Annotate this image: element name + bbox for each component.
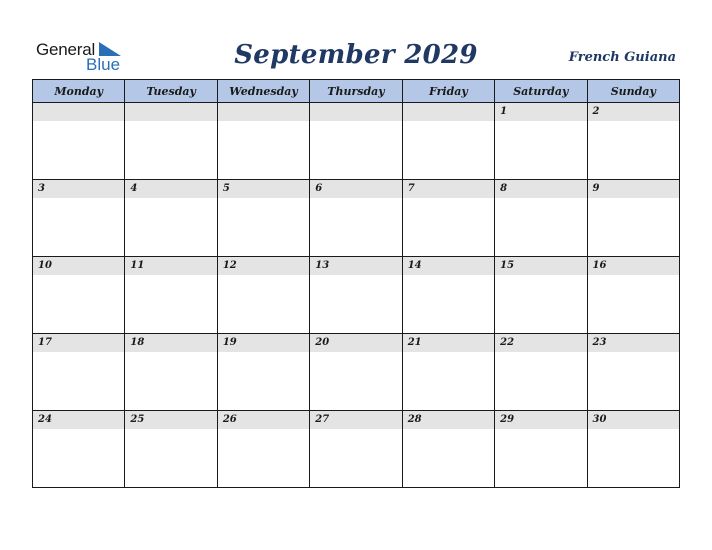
day-number: 9 (588, 180, 679, 198)
weekday-header-row (33, 80, 680, 103)
day-number: 22 (495, 334, 586, 352)
day-cell (33, 180, 125, 257)
day-cell (125, 103, 217, 180)
day-number: 26 (218, 411, 309, 429)
day-number: 24 (33, 411, 124, 429)
weekday-header: Wednesday (217, 80, 309, 103)
day-number: 19 (218, 334, 309, 352)
day-cell (33, 257, 125, 334)
day-number: 6 (310, 180, 401, 198)
day-number: 29 (495, 411, 586, 429)
day-cell (495, 411, 587, 488)
day-cell (217, 180, 309, 257)
weekday-header: Sunday (587, 80, 679, 103)
day-number (218, 103, 309, 121)
day-cell (217, 103, 309, 180)
weekday-header: Tuesday (125, 80, 217, 103)
day-cell (310, 257, 402, 334)
day-cell (125, 411, 217, 488)
day-cell (125, 334, 217, 411)
day-cell (310, 103, 402, 180)
day-number: 1 (495, 103, 586, 121)
day-cell (587, 411, 679, 488)
weekday-header: Thursday (310, 80, 402, 103)
day-cell (33, 411, 125, 488)
weekday-header: Friday (402, 80, 494, 103)
week-row (33, 257, 680, 334)
day-cell (495, 334, 587, 411)
day-cell (310, 180, 402, 257)
day-cell (495, 257, 587, 334)
day-number: 2 (588, 103, 679, 121)
day-number: 4 (125, 180, 216, 198)
week-row (33, 411, 680, 488)
day-number (403, 103, 494, 121)
region-label: French Guiana (568, 50, 676, 65)
day-cell (495, 103, 587, 180)
day-number: 15 (495, 257, 586, 275)
weekday-header: Saturday (495, 80, 587, 103)
day-cell (125, 180, 217, 257)
day-number (125, 103, 216, 121)
day-number (310, 103, 401, 121)
day-number: 23 (588, 334, 679, 352)
day-cell (587, 180, 679, 257)
day-number: 14 (403, 257, 494, 275)
day-cell (310, 334, 402, 411)
day-number: 13 (310, 257, 401, 275)
day-number: 30 (588, 411, 679, 429)
day-number: 21 (403, 334, 494, 352)
day-cell (402, 411, 494, 488)
day-number: 18 (125, 334, 216, 352)
day-cell (495, 180, 587, 257)
calendar-grid (32, 79, 680, 488)
day-cell (217, 257, 309, 334)
weekday-header: Monday (33, 80, 125, 103)
day-number: 10 (33, 257, 124, 275)
day-number: 25 (125, 411, 216, 429)
day-number: 28 (403, 411, 494, 429)
logo-text-general: General (36, 40, 96, 59)
day-number (33, 103, 124, 121)
week-row (33, 103, 680, 180)
day-cell (587, 103, 679, 180)
day-cell (33, 334, 125, 411)
day-cell (402, 334, 494, 411)
day-number: 20 (310, 334, 401, 352)
calendar-title: September 2029 (234, 40, 478, 70)
day-cell (587, 334, 679, 411)
day-cell (402, 257, 494, 334)
day-number: 5 (218, 180, 309, 198)
week-row (33, 334, 680, 411)
day-number: 17 (33, 334, 124, 352)
week-row (33, 180, 680, 257)
day-cell (587, 257, 679, 334)
day-cell (402, 103, 494, 180)
day-number: 7 (403, 180, 494, 198)
day-cell (310, 411, 402, 488)
day-cell (125, 257, 217, 334)
day-number: 8 (495, 180, 586, 198)
day-cell (217, 411, 309, 488)
day-number: 27 (310, 411, 401, 429)
day-number: 11 (125, 257, 216, 275)
day-number: 3 (33, 180, 124, 198)
day-cell (33, 103, 125, 180)
day-number: 12 (218, 257, 309, 275)
day-cell (402, 180, 494, 257)
day-number: 16 (588, 257, 679, 275)
logo-text-blue: Blue (86, 55, 121, 74)
day-cell (217, 334, 309, 411)
